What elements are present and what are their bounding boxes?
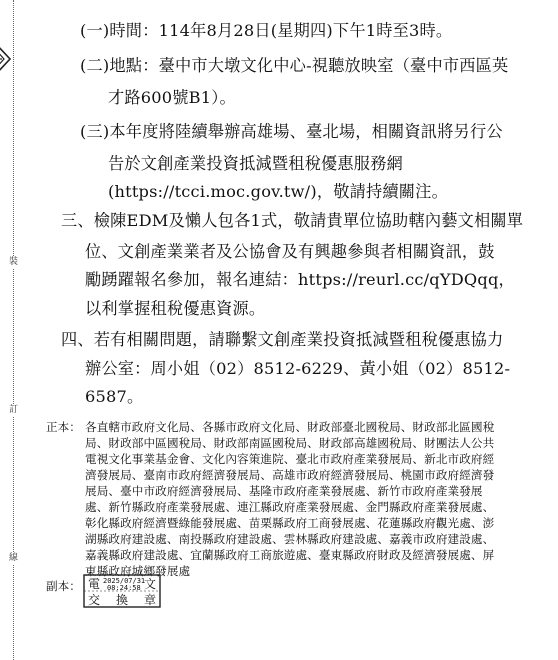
cc-line: 電視文化事業基金會、文化內容策進院、臺北市政府產業發展局、新北市政府經 [85,452,495,466]
item-1-time: (一)時間：114年8月28日(星期四)下午1時至3時。 [80,21,453,40]
binding-mark-zhuang: 裝 [8,257,18,267]
cc-line: 嘉義縣政府建設處、宜蘭縣政府工商旅遊處、臺東縣政府財政及經濟發展處、屏 [85,548,495,562]
item-2-location-cont: 才路600號B1）。 [108,88,236,107]
stamp-char-right: 文 [144,577,157,591]
section-4-contact-end: 6587。 [85,387,144,406]
cc-line: 處、新竹縣政府產業發展處、連江縣政府產業發展處、金門縣政府產業發展處、 [85,500,495,514]
cc-line: 湖縣政府建設處、南投縣政府建設處、雲林縣政府建設處、嘉義市政府建設處、 [85,532,495,546]
section-3-paragraph: 三、檢陳EDM及懶人包各1式，敬請貴單位協助轄內藝文相關單 [61,211,524,230]
cc-line: 局、財政部中區國稅局、財政部南區國稅局、財政部高雄國稅局、財團法人公共 [85,436,495,450]
item-2-location: (二)地點：臺中市大墩文化中心-視聽放映室（臺中市西區英 [80,56,509,75]
section-4-contact-cont: 辦公室：周小姐（02）8512-6229、黃小姐（02）8512- [85,359,511,378]
cc-line: 濟發展局、臺南市政府經濟發展局、高雄市政府經濟發展局、桃園市政府經濟發 [85,468,495,482]
cc-line: 彰化縣政府經濟暨綠能發展處、苗栗縣政府工商發展處、花蓮縣政府觀光處、澎 [85,516,495,530]
stamp-date: 2025/07/31 [103,577,146,585]
binding-mark-xian: 線 [8,553,18,563]
section-3-paragraph-end: 以利掌握租稅優惠資源。 [85,299,266,318]
stamp-char-huan: 換 [116,593,129,607]
section-4-contact: 四、若有相關問題，請聯繫文創產業投資抵減暨租稅優惠協力 [61,330,504,349]
item-3-sessions: (三)本年度將陸續舉辦高雄場、臺北場，相關資訊將另行公 [80,122,503,141]
copy-label: 副本： [46,579,81,593]
cc-line: 東縣政府城鄉發展處 [85,564,191,578]
section-3-registration-link: 勵踴躍報名參加，報名連結：https://reurl.cc/qYDQqq， [85,270,515,289]
stamp-time: 08:24:58 [107,584,141,592]
cc-line: 展局、臺中市政府經濟發展局、基隆市政府產業發展處、新竹市政府產業發展 [85,484,483,498]
cc-label: 正本： [46,420,81,434]
item-3-url: (https://tcci.moc.gov.tw/)，敬請持續關注。 [108,182,448,201]
section-3-paragraph-cont: 位、文創產業業者及公協會及有興趣參與者相關資訊，鼓 [85,242,495,261]
binding-mark-ding: 訂 [8,405,18,415]
stamp-char-zhang: 章 [144,593,157,607]
cc-line: 各直轄市政府文化局、各縣市政府文化局、財政部臺北國稅局、財政部北區國稅 [85,420,495,434]
corner-seal-fragment [0,42,14,76]
exchange-stamp [83,574,161,608]
stamp-char-jiao: 交 [88,593,101,607]
item-3-sessions-cont: 告於文創產業投資抵減暨租稅優惠服務網 [108,154,403,173]
stamp-char-left: 電 [88,577,101,591]
